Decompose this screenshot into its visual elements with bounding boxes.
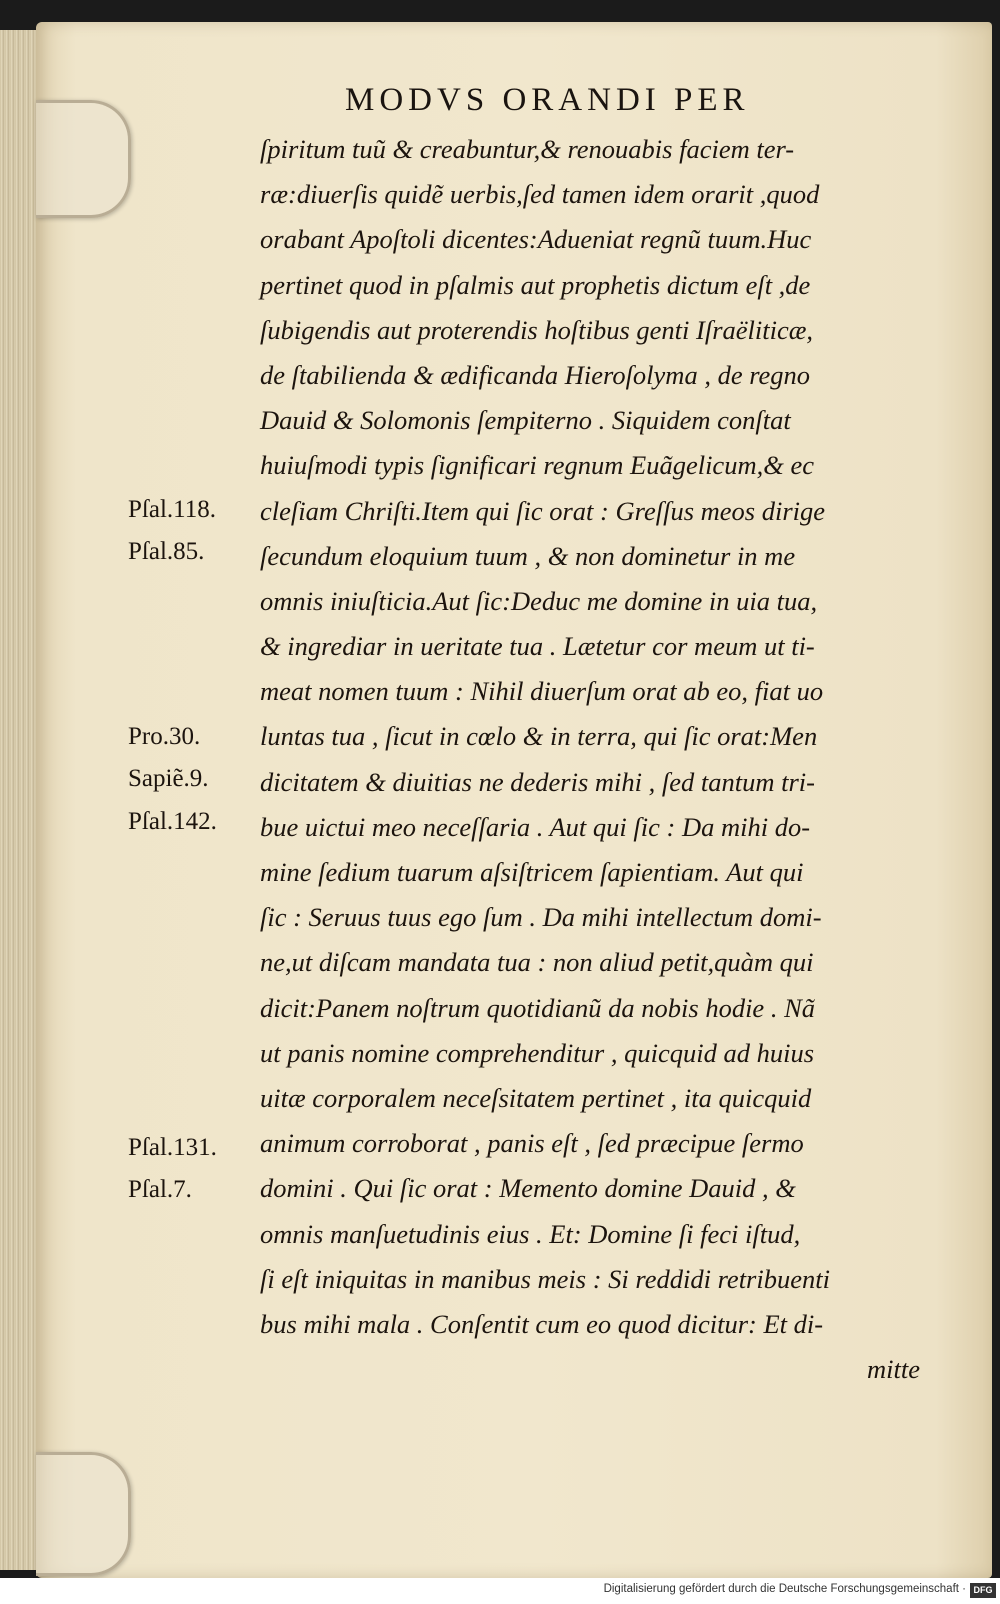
text-line: Dauid & Solomonis ſempiterno . Siquidem conſtat — [260, 405, 791, 436]
text-line: omnis iniuſticia.Aut ſic:Deduc me domine in uia tua, — [260, 585, 818, 616]
text-line: pertinet quod in pſalmis aut prophetis dictum eſt ,de — [260, 269, 811, 300]
margin-note: Pſal.85. — [128, 538, 205, 565]
funding-credit: Digitalisierung gefördert durch die Deutsche Forschungsgemeinschaft · — [603, 1583, 966, 1595]
text-line: ne,ut diſcam mandata tua : non aliud petit,quàm qui — [260, 947, 814, 978]
text-line: ut panis nomine comprehenditur , quicquid ad huius — [260, 1037, 815, 1068]
text-line: luntas tua , ſicut in cœlo & in terra, qui ſic orat:Men — [260, 721, 818, 752]
text-line: huiuſmodi typis ſignificari regnum Euãgelicum,& ec — [260, 450, 814, 481]
page-clip-top — [36, 100, 131, 218]
margin-note: Pſal.7. — [128, 1176, 192, 1203]
text-line: mine ſedium tuarum aſsiſtricem ſapientiam. Aut qui — [260, 857, 804, 887]
text-line: dicitatem & diuitias ne dederis mihi , ſed tantum tri- — [260, 766, 815, 797]
page-clip-bottom — [36, 1452, 131, 1576]
text-line: domini . Qui ſic orat : Memento domine Dauid , & — [260, 1173, 796, 1204]
text-line: ſpiritum tuũ & creabuntur,& renouabis faciem ter- — [260, 134, 795, 164]
digitization-footer — [0, 1578, 1000, 1604]
text-line: ræ:diuerſis quidẽ uerbis,ſed tamen idem orarit ,quod — [260, 179, 820, 210]
body-text — [260, 127, 940, 1392]
text-line: ſi eſt iniquitas in manibus meis : Si reddidi retribuenti — [260, 1263, 830, 1294]
margin-note: Pſal.131. — [128, 1134, 217, 1161]
text-line: uitæ corporalem neceſsitatem pertinet , ita quicquid — [260, 1082, 812, 1113]
text-line: cleſiam Chriſti.Item qui ſic orat : Greſſus meos dirige — [260, 495, 826, 526]
running-head: MODVS ORANDI PER — [345, 82, 750, 118]
catchword: mitte — [867, 1354, 920, 1385]
text-line: meat nomen tuum : Nihil diuerſum orat ab eo, fiat uo — [260, 676, 824, 707]
text-line: animum corroborat , panis eſt , ſed præcipue ſermo — [260, 1128, 804, 1159]
text-line: ſic : Seruus tuus ego ſum . Da mihi intellectum domi- — [260, 902, 822, 933]
text-line: omnis manſuetudinis eius . Et: Domine ſi feci iſtud, — [260, 1218, 801, 1249]
text-line: bue uictui meo neceſſaria . Aut qui ſic : Da mihi do- — [260, 811, 811, 842]
text-line: & ingrediar in ueritate tua . Lætetur cor meum ut ti- — [260, 631, 815, 662]
margin-note: Sapiẽ.9. — [128, 765, 209, 792]
margin-note: Pro.30. — [128, 723, 201, 750]
text-line: ſecundum eloquium tuum , & non dominetur in me — [260, 540, 796, 571]
margin-note: Pſal.118. — [128, 496, 216, 523]
text-line: dicit:Panem noſtrum quotidianũ da nobis hodie . Nã — [260, 992, 815, 1023]
text-line: ſubigendis aut proterendis hoſtibus genti Iſraëliticæ, — [260, 314, 814, 345]
text-line: bus mihi mala . Conſentit cum eo quod dicitur: Et di- — [260, 1308, 824, 1339]
text-line: de ſtabilienda & ædificanda Hieroſolyma , de regno — [260, 359, 811, 390]
text-line: orabant Apoſtoli dicentes:Adueniat regnũ tuum.Huc — [260, 224, 812, 255]
dfg-logo: DFG — [970, 1583, 996, 1598]
margin-note: Pſal.142. — [128, 808, 217, 835]
